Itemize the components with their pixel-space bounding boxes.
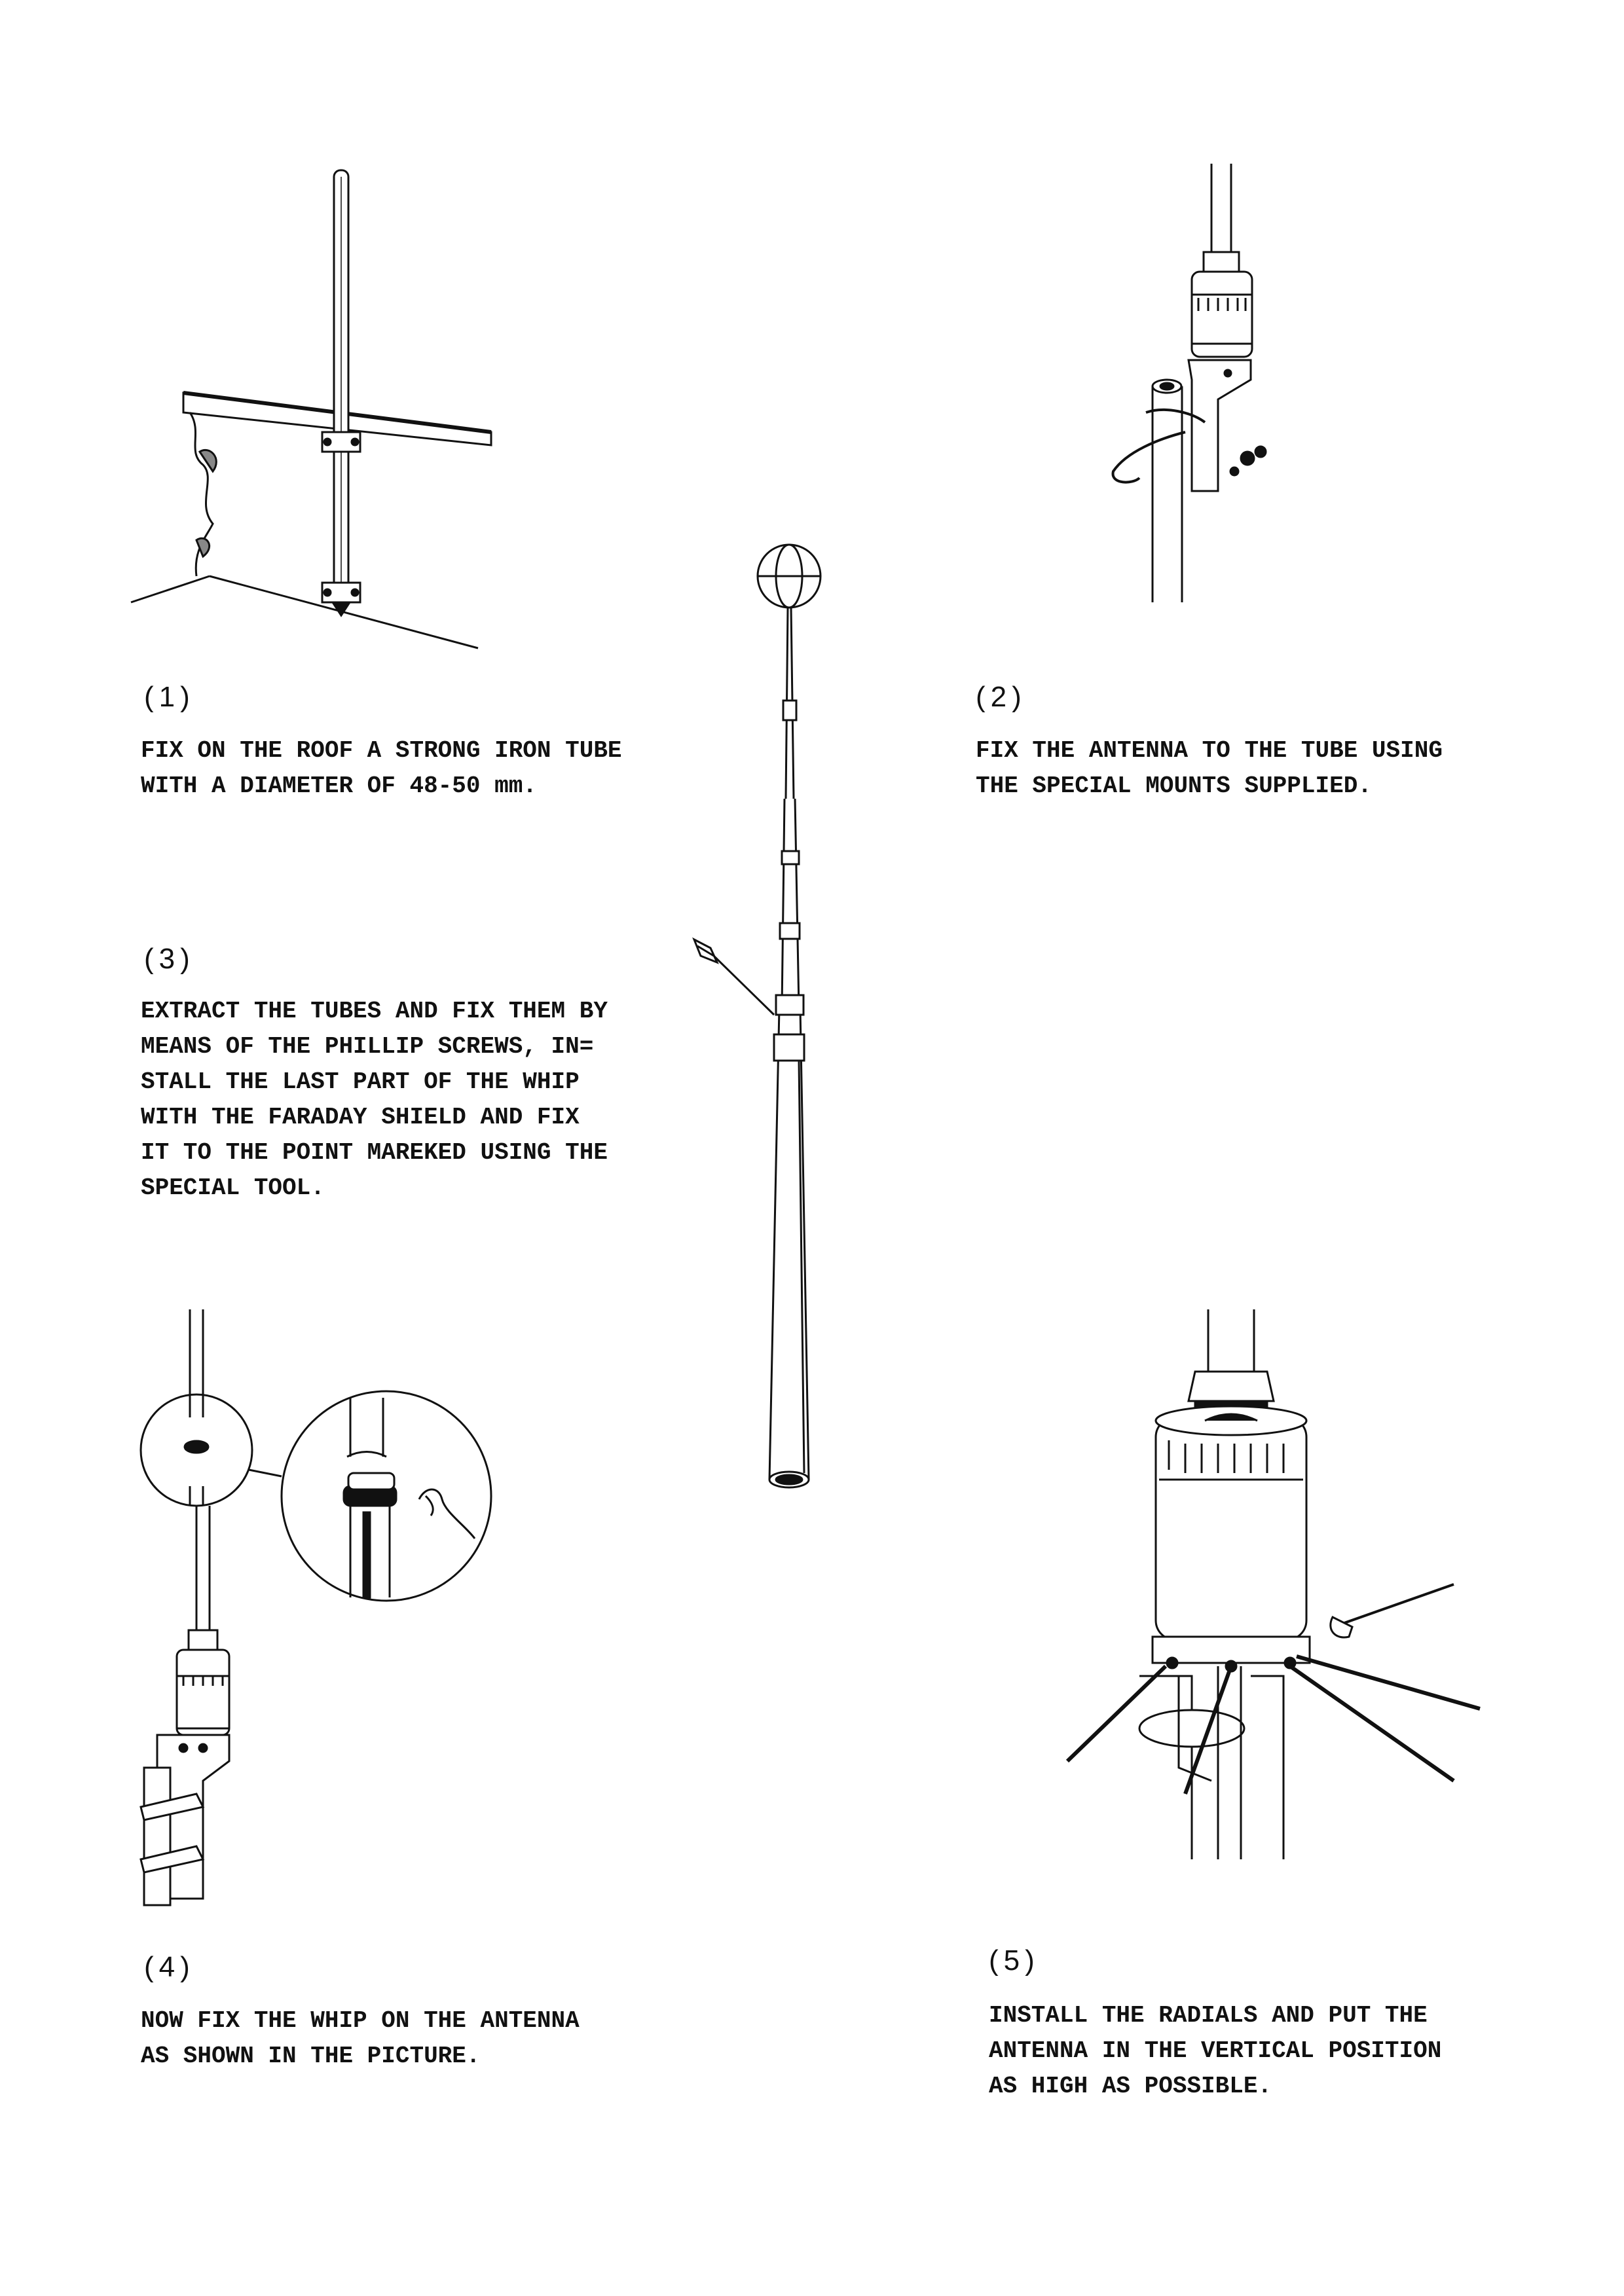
roof-tube-illustration: [124, 170, 491, 655]
step-5-text: [989, 1998, 1441, 2104]
step-5-number: (5): [989, 1944, 1040, 1977]
step-5-line-2: ANTENNA IN THE VERTICAL POSITION: [989, 2037, 1442, 2064]
step-5-line-1: INSTALL THE RADIALS AND PUT THE: [989, 2002, 1428, 2029]
step-2-text: [976, 733, 1443, 804]
step-3-line-6: SPECIAL TOOL.: [141, 1175, 325, 1201]
step-2-line-1: FIX THE ANTENNA TO THE TUBE USING: [976, 737, 1443, 764]
step-2-line-2: THE SPECIAL MOUNTS SUPPLIED.: [976, 773, 1372, 799]
step-3-line-1: EXTRACT THE TUBES AND FIX THEM BY: [141, 998, 608, 1025]
step-4-number: (4): [144, 1951, 195, 1983]
step-3-number: (3): [144, 943, 195, 975]
step-4-line-2: AS SHOWN IN THE PICTURE.: [141, 2043, 481, 2069]
step-3-line-5: IT TO THE POINT MAREKED USING THE: [141, 1139, 608, 1166]
step-3-line-4: WITH THE FARADAY SHIELD AND FIX: [141, 1104, 580, 1131]
antenna-mount-illustration: [1074, 164, 1310, 602]
step-4-line-1: NOW FIX THE WHIP ON THE ANTENNA: [141, 2007, 580, 2034]
telescopic-whip-illustration: [688, 537, 845, 1506]
step-2-number: (2): [976, 681, 1027, 713]
radials-install-illustration: [1061, 1309, 1480, 1859]
whip-fixing-illustration: [118, 1309, 498, 1925]
step-1-number: (1): [144, 681, 195, 713]
step-3-line-2: MEANS OF THE PHILLIP SCREWS, IN=: [141, 1033, 594, 1060]
step-1-line-1: FIX ON THE ROOF A STRONG IRON TUBE: [141, 737, 622, 764]
step-5-line-3: AS HIGH AS POSSIBLE.: [989, 2073, 1272, 2100]
step-3-text: [141, 994, 608, 1206]
step-3-line-3: STALL THE LAST PART OF THE WHIP: [141, 1068, 580, 1095]
step-1-line-2: WITH A DIAMETER OF 48-50 mm.: [141, 773, 537, 799]
step-4-text: [141, 2003, 580, 2074]
step-1-text: [141, 733, 622, 804]
